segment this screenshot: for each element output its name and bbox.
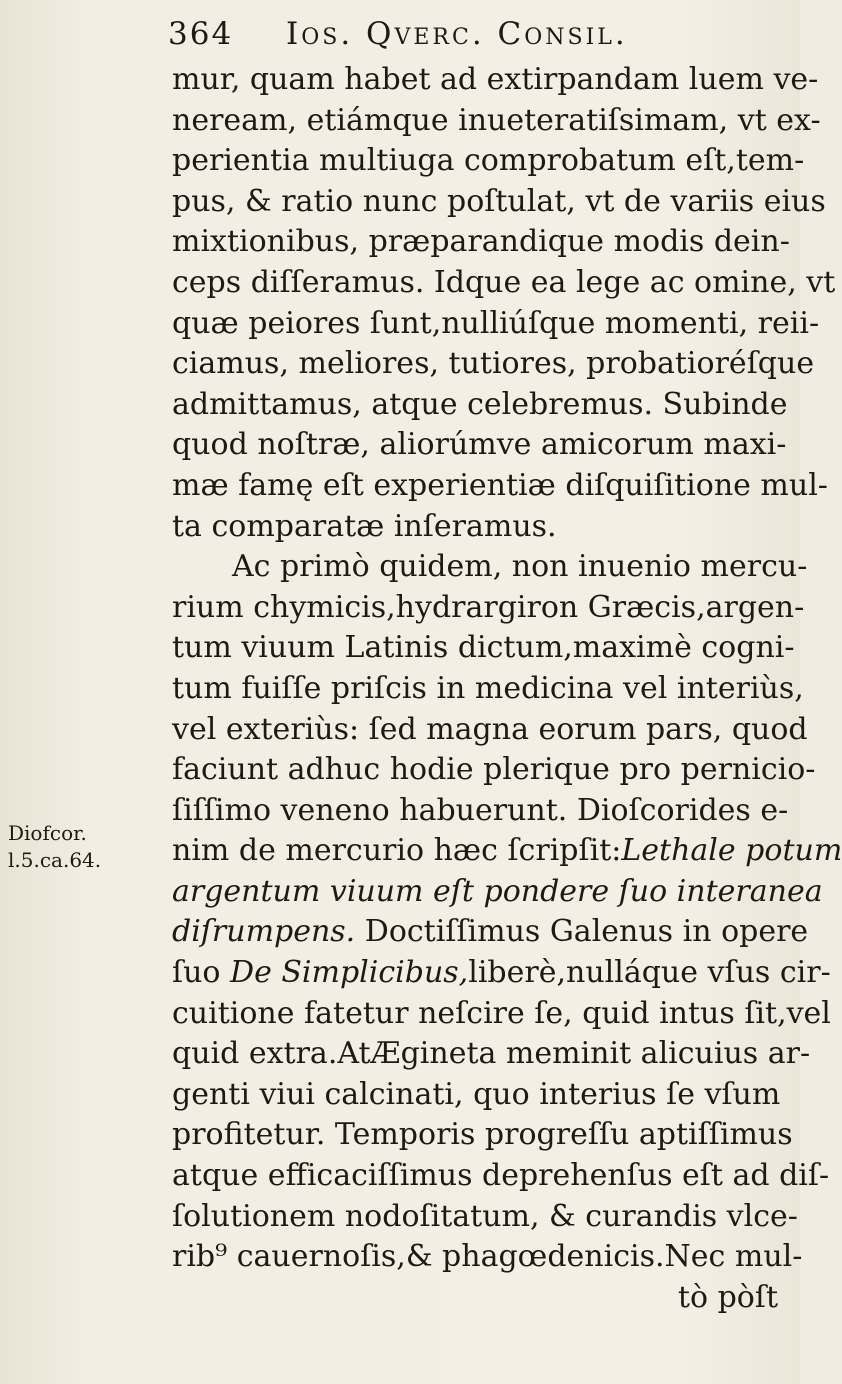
italic-run: De Simplicibus, <box>230 955 469 991</box>
text-line <box>172 141 805 182</box>
text-run: ſiſſimo veneno habuerunt. Dioſcorides e- <box>172 792 789 828</box>
text-line <box>172 669 804 710</box>
text-line <box>172 263 836 304</box>
text-run: neream, etiámque inueteratiſsimam, vt ex- <box>172 102 821 138</box>
text-line <box>172 507 792 548</box>
text-line <box>172 872 823 913</box>
text-line <box>172 425 792 466</box>
running-head: Ios. Qverc. Consil. <box>286 16 628 52</box>
text-run: admittamus, atque celebremus. Subinde <box>172 386 788 422</box>
text-run: liberè,nulláque vſus cir- <box>468 955 831 991</box>
text-run: rium chymicis,hydrargiron Græcis,argen- <box>172 589 805 625</box>
text-line <box>172 1075 792 1116</box>
text-line <box>172 101 821 142</box>
text-line <box>172 1237 803 1278</box>
text-line <box>172 912 809 953</box>
text-run: Ac primò quidem, non inuenio mercu- <box>232 549 808 585</box>
text-line <box>172 710 808 751</box>
text-line <box>172 588 805 629</box>
text-run: rib⁹ cauernoſis,& phagœdenicis.Nec mul- <box>172 1239 803 1275</box>
text-line <box>172 60 819 101</box>
text-run: Doctiſſimus Galenus in opere <box>355 914 809 950</box>
text-line <box>172 385 792 426</box>
text-run: tum viuum Latinis dictum,maximè cogni- <box>172 630 795 666</box>
text-run: vel exteriùs: ſed magna eorum pars, quod <box>172 711 808 747</box>
italic-run: argentum viuum eſt pondere ſuo interanea <box>172 873 823 909</box>
italic-run: Lethale potum <box>621 833 842 869</box>
text-line <box>172 953 831 994</box>
text-line <box>172 1115 792 1156</box>
text-line <box>172 222 792 263</box>
text-run: quæ peiores ſunt,nulliúſque momenti, reii- <box>172 305 820 341</box>
text-run: faciunt adhuc hodie plerique pro pernicio- <box>172 752 816 788</box>
text-run: mæ famę eſt experientiæ diſquiſitione mul- <box>172 467 828 503</box>
text-run: mixtionibus, præparandique modis dein- <box>172 224 790 260</box>
text-run: atque efficaciſſimus deprehenſus eſt ad diſ- <box>172 1158 830 1194</box>
text-run: pus, & ratio nunc poſtulat, vt de variis eius <box>172 183 826 219</box>
text-run: mur, quam habet ad extirpandam luem ve- <box>172 62 819 97</box>
text-line <box>172 466 828 507</box>
text-line <box>172 628 795 669</box>
text-line <box>172 344 815 385</box>
text-run: quod noſtræ, aliorúmve amicorum maxi- <box>172 427 787 463</box>
text-run: ſolutionem nodoſitatum, & curandis vlce- <box>172 1198 798 1234</box>
text-run: perientia multiuga comprobatum eſt,tem- <box>172 143 805 179</box>
text-run: ciamus, meliores, tutiores, probatioréſque <box>172 346 815 382</box>
text-line <box>172 1034 811 1075</box>
text-line <box>172 547 808 588</box>
text-run: nim de mercurio hæc ſcripſit: <box>172 833 622 869</box>
text-run: ſuo <box>172 955 231 991</box>
text-line <box>172 994 831 1035</box>
text-run: genti viui calcinati, quo interius ſe vſum <box>172 1076 781 1112</box>
text-run: ta comparatæ inſeramus. <box>172 508 557 544</box>
margin-note-line: Diofcor. <box>8 821 87 845</box>
text-run: profitetur. Temporis progreſſu aptiſſimus <box>172 1117 793 1153</box>
text-line <box>172 182 826 223</box>
text-run: ceps diſſeramus. Idque ea lege ac omine, vt <box>172 264 836 300</box>
italic-run: diſrumpens. <box>172 914 356 950</box>
body-text <box>172 60 842 1318</box>
margin-note <box>8 820 158 874</box>
page-header <box>168 12 788 56</box>
text-line <box>172 750 816 791</box>
text-line <box>172 831 842 872</box>
text-line <box>172 304 820 345</box>
text-line <box>172 1197 798 1238</box>
text-run: tum fuiſſe priſcis in medicina vel interiùs, <box>172 670 804 706</box>
page-number: 364 <box>168 16 234 52</box>
text-run: quid extra.AtÆgineta meminit alicuius ar- <box>172 1036 811 1072</box>
text-run: cuitione fatetur neſcire ſe, quid intus ſit,vel <box>172 995 831 1031</box>
text-run: tò pòſt <box>677 1279 778 1315</box>
text-line <box>172 1278 792 1319</box>
margin-note-line: l.5.ca.64. <box>8 848 102 872</box>
text-line <box>172 791 792 832</box>
text-line <box>172 1156 830 1197</box>
